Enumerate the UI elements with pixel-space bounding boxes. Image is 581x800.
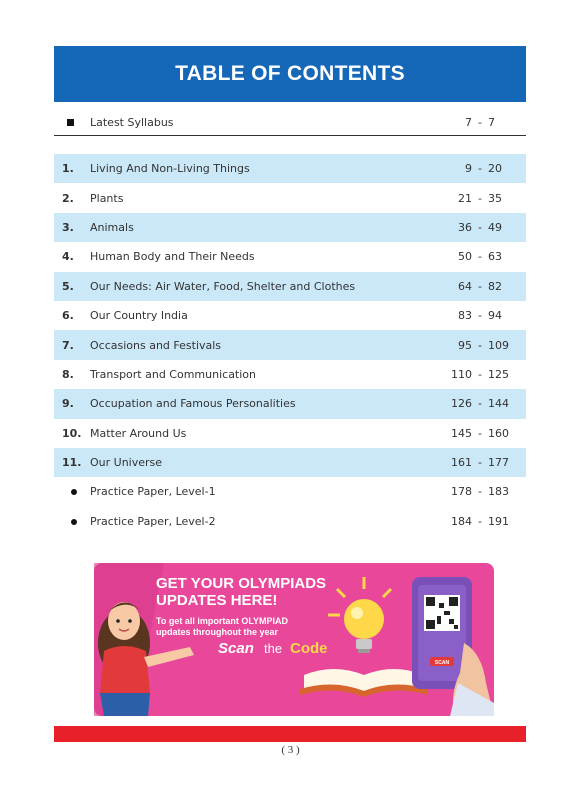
- page-dash: -: [478, 191, 482, 205]
- page-start: 64: [458, 279, 472, 293]
- page-dash: -: [478, 250, 482, 264]
- practice-title: Practice Paper, Level-2: [90, 514, 216, 528]
- chapter-pages: [422, 162, 526, 175]
- page-end: 177: [488, 456, 509, 470]
- chapter-number: 8.: [62, 367, 74, 381]
- chapter-row[interactable]: [54, 183, 526, 212]
- syllabus-pages: [422, 116, 526, 129]
- chapter-list: [54, 154, 526, 536]
- page-number: ( 3 ): [281, 744, 300, 756]
- page-dash: -: [478, 426, 482, 440]
- page-dash: -: [478, 309, 482, 323]
- page-start: 36: [458, 220, 472, 234]
- chapter-number: 2.: [62, 191, 74, 205]
- chapter-pages: [422, 368, 526, 381]
- page-start: 145: [451, 426, 472, 440]
- page-end: 20: [488, 162, 502, 176]
- page-dash: -: [478, 115, 482, 129]
- chapter-row[interactable]: [54, 272, 526, 301]
- the-word: the: [264, 641, 283, 656]
- chapter-row[interactable]: [54, 154, 526, 183]
- chapter-row[interactable]: [54, 360, 526, 389]
- page-end: 82: [488, 279, 502, 293]
- banner-headline-2: UPDATES HERE!: [156, 592, 278, 609]
- page-dash: -: [478, 279, 482, 293]
- chapter-title: Our Universe: [90, 456, 163, 470]
- chapter-pages: [422, 397, 526, 410]
- chapter-pages: [422, 456, 526, 469]
- page-dash: -: [478, 162, 482, 176]
- toc-header: [54, 46, 526, 102]
- page-end: 7: [488, 115, 495, 129]
- page-end: 35: [488, 191, 502, 205]
- chapter-title: Human Body and Their Needs: [90, 250, 255, 264]
- practice-pages: [422, 485, 526, 498]
- page-start: 95: [458, 338, 472, 352]
- practice-pages: [422, 515, 526, 528]
- chapter-row[interactable]: [54, 448, 526, 477]
- chapter-row[interactable]: [54, 389, 526, 418]
- code-word: Code: [290, 640, 328, 657]
- practice-row[interactable]: [54, 507, 526, 536]
- page-start: 21: [458, 191, 472, 205]
- page-dash: -: [478, 485, 482, 499]
- page-end: 49: [488, 220, 502, 234]
- chapter-number: 10.: [62, 426, 82, 440]
- scan-word: Scan: [218, 640, 254, 657]
- chapter-number: 3.: [62, 220, 74, 234]
- page-end: 144: [488, 397, 509, 411]
- chapter-row[interactable]: [54, 419, 526, 448]
- page-start: 9: [465, 162, 472, 176]
- chapter-title: Living And Non-Living Things: [90, 162, 250, 176]
- page-title: TABLE OF CONTENTS: [175, 62, 405, 85]
- chapter-pages: [422, 250, 526, 263]
- banner-headline-1: GET YOUR OLYMPIADS: [156, 575, 327, 592]
- dot-bullet-icon: [54, 515, 90, 528]
- page-dash: -: [478, 456, 482, 470]
- chapter-pages: [422, 309, 526, 322]
- page-start: 110: [451, 367, 472, 381]
- chapter-pages: [422, 427, 526, 440]
- page-end: 94: [488, 309, 502, 323]
- chapter-title: Occasions and Festivals: [90, 338, 222, 352]
- page-end: 63: [488, 250, 502, 264]
- practice-title: Practice Paper, Level-1: [90, 485, 216, 499]
- chapter-title: Transport and Communication: [90, 367, 257, 381]
- page-dash: -: [478, 367, 482, 381]
- page-dash: -: [478, 514, 482, 528]
- syllabus-row[interactable]: [54, 109, 526, 136]
- page-dash: -: [478, 220, 482, 234]
- chapter-number: 7.: [62, 338, 74, 352]
- chapter-title: Animals: [90, 220, 134, 234]
- page-end: 160: [488, 426, 509, 440]
- page-end: 125: [488, 367, 509, 381]
- banner-subtext-1: To get all important OLYMPIAD: [156, 616, 289, 626]
- chapter-number: 5.: [62, 279, 74, 293]
- chapter-number: 11.: [62, 456, 82, 470]
- olympiad-banner[interactable]: [94, 563, 494, 716]
- chapter-title: Our Needs: Air Water, Food, Shelter and Clothes: [90, 279, 356, 293]
- chapter-title: Plants: [90, 191, 124, 205]
- chapter-pages: [422, 280, 526, 293]
- practice-row[interactable]: [54, 477, 526, 506]
- chapter-number: 4.: [62, 250, 74, 264]
- chapter-title: Our Country India: [90, 309, 188, 323]
- page-start: 126: [451, 397, 472, 411]
- square-bullet-icon: [54, 116, 90, 129]
- page-start: 83: [458, 309, 472, 323]
- chapter-row[interactable]: [54, 213, 526, 242]
- banner-subtext-2: updates throughout the year: [156, 627, 279, 637]
- chapter-pages: [422, 221, 526, 234]
- chapter-pages: [422, 192, 526, 205]
- chapter-title: Matter Around Us: [90, 426, 187, 440]
- page-start: 178: [451, 485, 472, 499]
- page-dash: -: [478, 338, 482, 352]
- page-end: 183: [488, 485, 509, 499]
- page-start: 50: [458, 250, 472, 264]
- chapter-number: 9.: [62, 397, 74, 411]
- chapter-title: Occupation and Famous Personalities: [90, 397, 296, 411]
- chapter-number: 1.: [62, 162, 74, 176]
- footer-red-bar: [54, 726, 526, 742]
- page-end: 109: [488, 338, 509, 352]
- page-dash: -: [478, 397, 482, 411]
- chapter-number: 6.: [62, 309, 74, 323]
- chapter-row[interactable]: [54, 330, 526, 359]
- scan-button-label: SCAN: [434, 660, 450, 666]
- syllabus-title: Latest Syllabus: [90, 115, 174, 129]
- chapter-row[interactable]: [54, 301, 526, 330]
- page-end: 191: [488, 514, 509, 528]
- page-start: 161: [451, 456, 472, 470]
- chapter-row[interactable]: [54, 242, 526, 271]
- page-start: 7: [465, 115, 472, 129]
- dot-bullet-icon: [54, 485, 90, 498]
- chapter-pages: [422, 339, 526, 352]
- page-start: 184: [451, 514, 472, 528]
